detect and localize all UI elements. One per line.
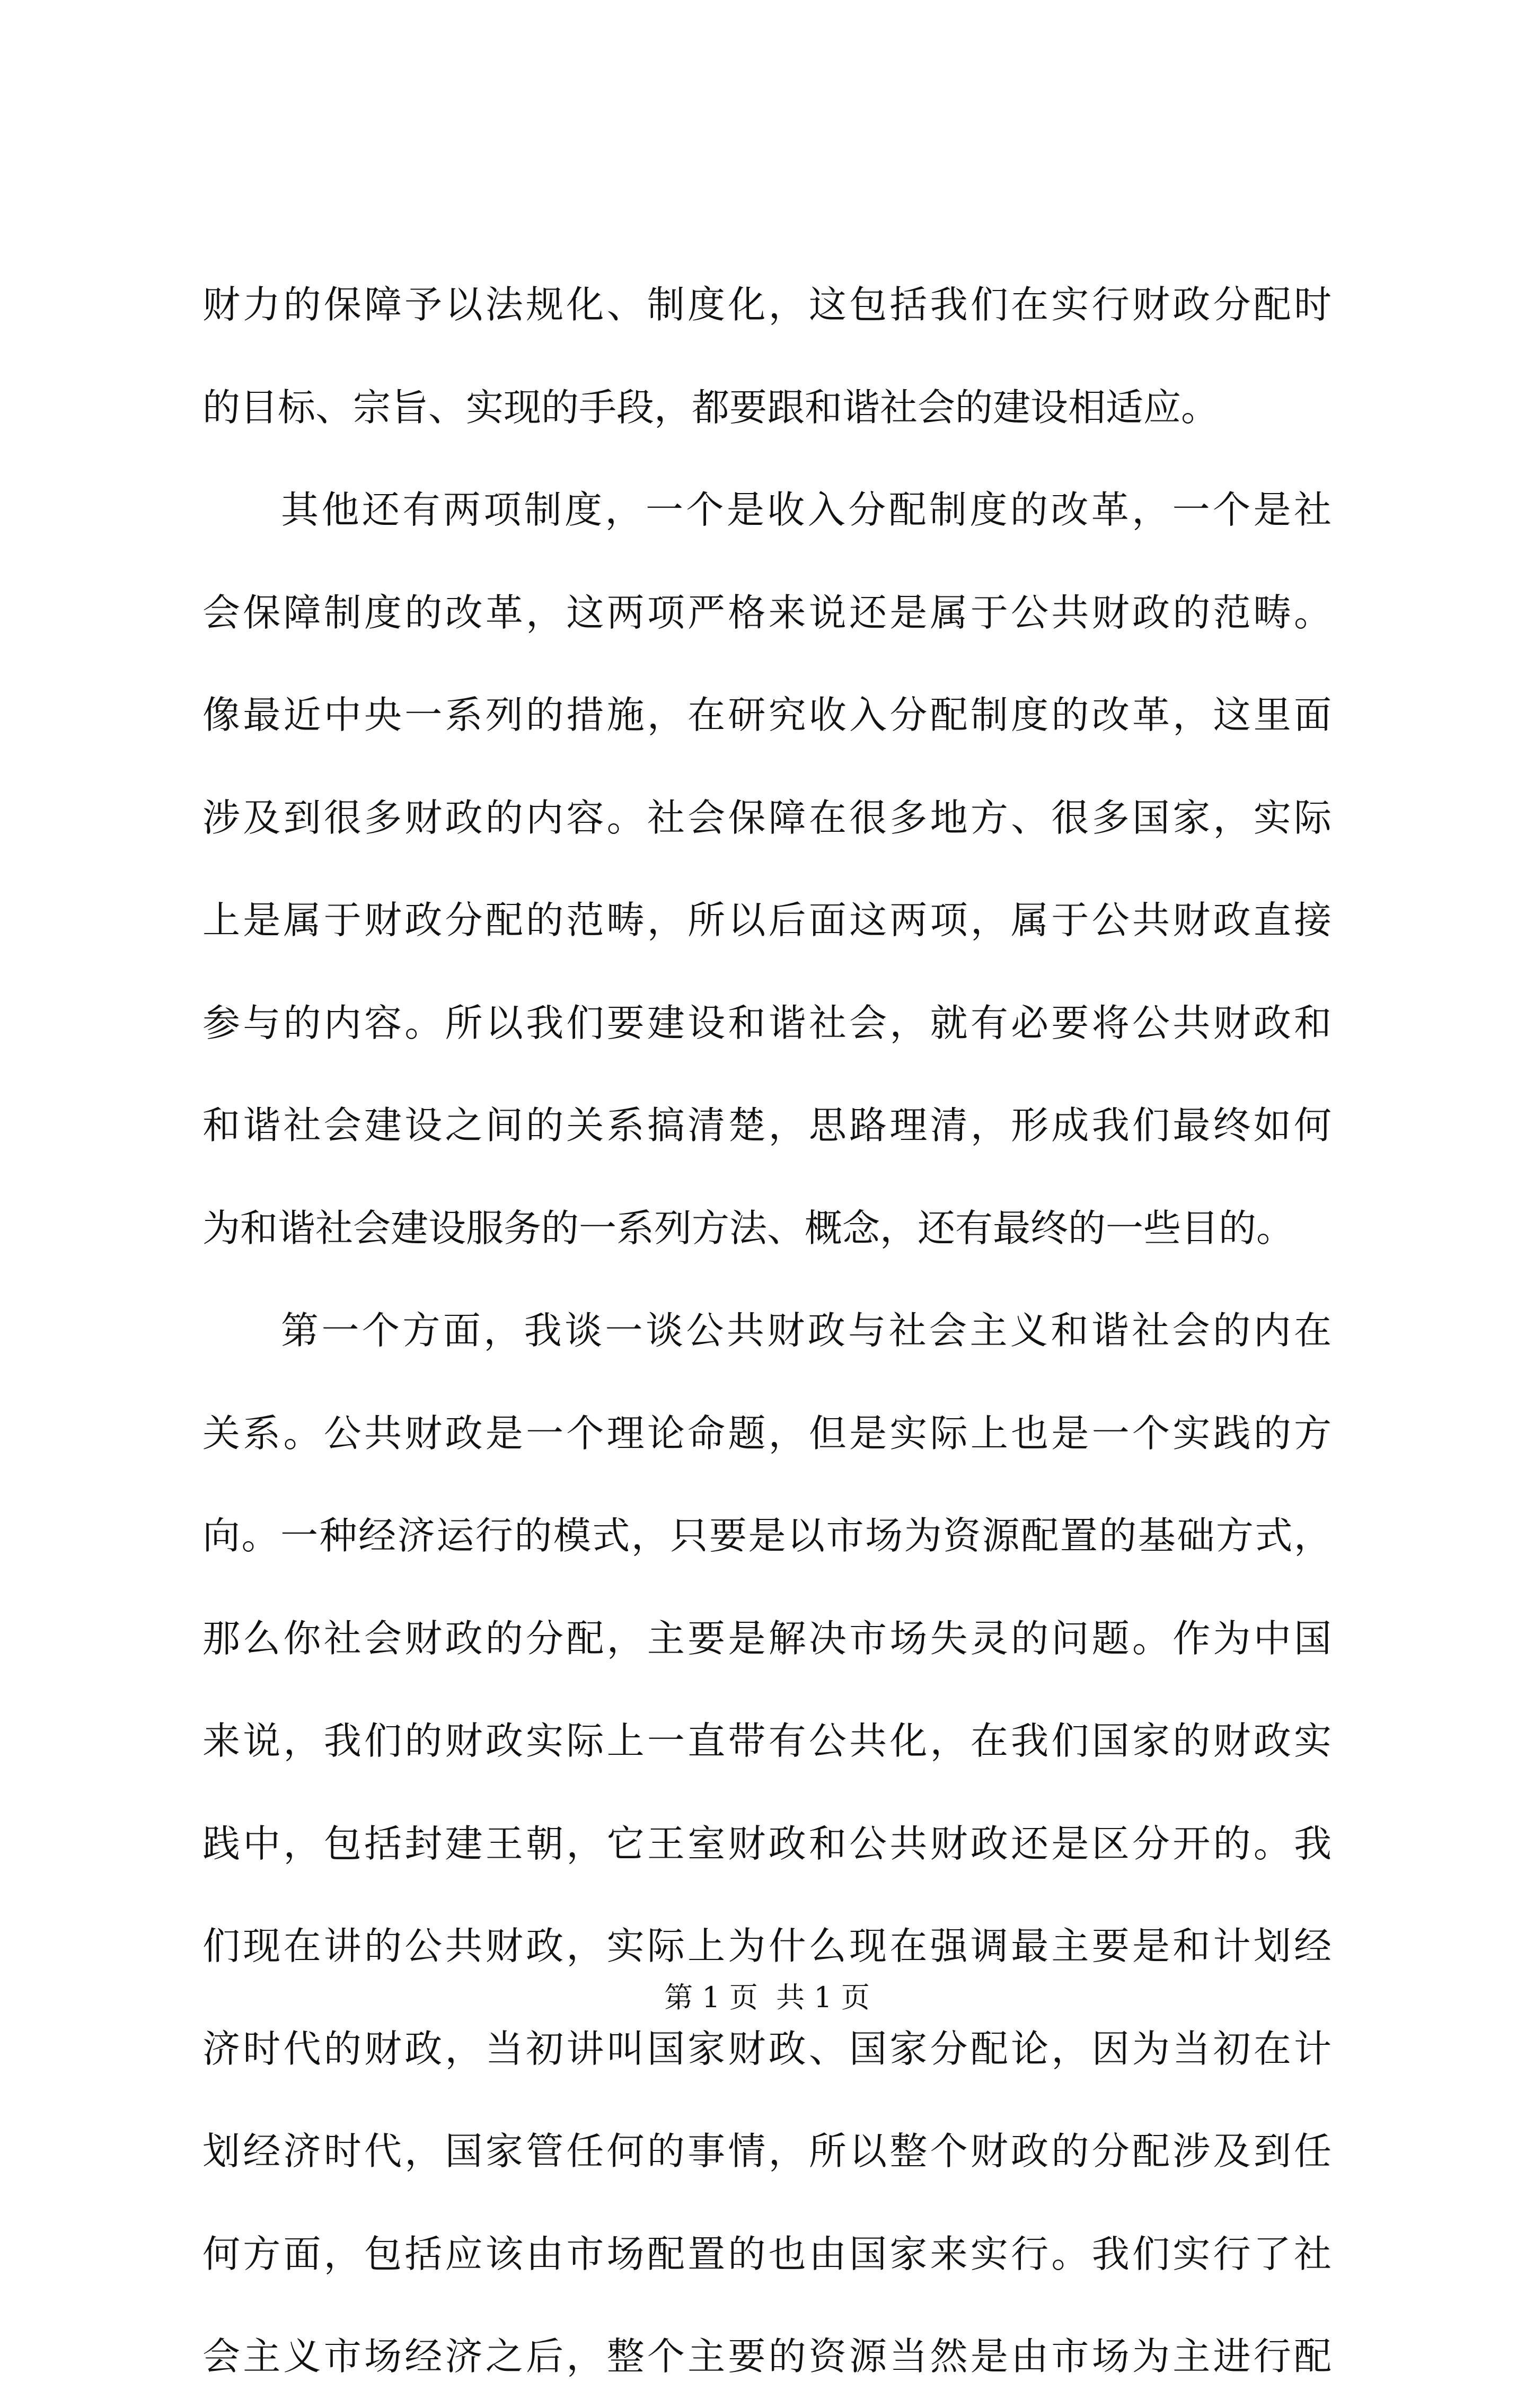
text-line: 财力的保障予以法规化、制度化，这包括我们在实行财政分配时	[202, 283, 1332, 327]
text-line: 为和谐社会建设服务的一系列方法、概念，还有最终的一些目的。	[202, 1206, 1294, 1250]
text-line: 何方面，包括应该由市场配置的也由国家来实行。我们实行了社	[202, 2231, 1332, 2276]
text-line: 会主义市场经济之后，整个主要的资源当然是由市场为主进行配	[202, 2334, 1332, 2378]
text-line: 们现在讲的公共财政，实际上为什么现在强调最主要是和计划经	[202, 1924, 1332, 1968]
text-line: 划经济时代，国家管任何的事情，所以整个财政的分配涉及到任	[202, 2129, 1332, 2173]
text-line: 关系。公共财政是一个理论命题，但是实际上也是一个实践的方	[202, 1411, 1332, 1455]
text-line: 的目标、宗旨、实现的手段，都要跟和谐社会的建设相适应。	[202, 385, 1219, 429]
body-text	[202, 253, 1332, 2408]
text-line: 第一个方面，我谈一谈公共财政与社会主义和谐社会的内在	[281, 1308, 1332, 1352]
text-line: 和谐社会建设之间的关系搞清楚，思路理清，形成我们最终如何	[202, 1103, 1332, 1147]
text-line: 参与的内容。所以我们要建设和谐社会，就有必要将公共财政和	[202, 1000, 1332, 1045]
text-line: 践中，包括封建王朝，它王室财政和公共财政还是区分开的。我	[202, 1821, 1332, 1866]
text-line: 向。一种经济运行的模式，只要是以市场为资源配置的基础方式，	[202, 1514, 1332, 1558]
text-line: 像最近中央一系列的措施，在研究收入分配制度的改革，这里面	[202, 693, 1332, 737]
text-line: 涉及到很多财政的内容。社会保障在很多地方、很多国家，实际	[202, 795, 1332, 840]
text-line: 济时代的财政，当初讲叫国家财政、国家分配论，因为当初在计	[202, 2026, 1332, 2071]
text-line: 其他还有两项制度，一个是收入分配制度的改革，一个是社	[281, 488, 1332, 532]
text-line: 会保障制度的改革，这两项严格来说还是属于公共财政的范畴。	[202, 590, 1332, 635]
text-line: 来说，我们的财政实际上一直带有公共化，在我们国家的财政实	[202, 1719, 1332, 1763]
text-line: 上是属于财政分配的范畴，所以后面这两项，属于公共财政直接	[202, 898, 1332, 942]
text-line: 那么你社会财政的分配，主要是解决市场失灵的问题。作为中国	[202, 1616, 1332, 1660]
page-footer: 第 1 页 共 1 页	[664, 1981, 870, 2014]
